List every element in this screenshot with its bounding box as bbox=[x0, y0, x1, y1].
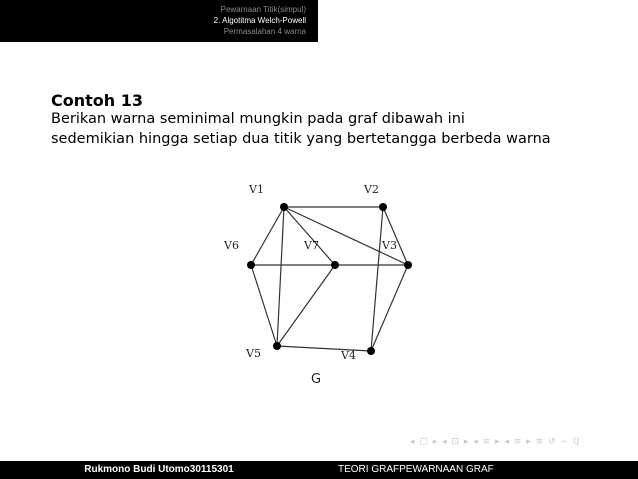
footer-title: TEORI GRAFPEWARNAAN GRAF bbox=[338, 464, 494, 475]
slide-text-line-2: sedemikian hingga setiap dua titik yang bertetangga berbeda warna bbox=[51, 131, 551, 147]
nav-section-pewarnaan-titik[interactable]: Pewarnaan Titik(simpul) bbox=[220, 5, 306, 14]
vertex-label-v4: V4 bbox=[341, 349, 356, 362]
edge-v5-v7 bbox=[277, 265, 335, 346]
vertex-v6 bbox=[247, 261, 255, 269]
vertex-label-v3: V3 bbox=[382, 239, 397, 252]
edge-v4-v5 bbox=[277, 346, 371, 351]
edge-v2-v3 bbox=[383, 207, 408, 265]
nav-section-permasalahan-4-warna[interactable]: Permasalahan 4 warna bbox=[223, 27, 306, 36]
slide-title: Contoh 13 bbox=[51, 91, 143, 110]
slide-text-line-1: Berikan warna seminimal mungkin pada graf dibawah ini bbox=[51, 111, 465, 127]
edge-v1-v6 bbox=[251, 207, 284, 265]
edge-v1-v7 bbox=[284, 207, 335, 265]
vertex-v4 bbox=[367, 347, 375, 355]
edge-v1-v3 bbox=[284, 207, 408, 265]
edge-v1-v5 bbox=[277, 207, 284, 346]
vertex-label-v6: V6 bbox=[224, 239, 239, 252]
vertex-label-v1: V1 bbox=[249, 183, 264, 196]
vertex-v1 bbox=[280, 203, 288, 211]
graph-vertices bbox=[247, 203, 412, 355]
graph-edges bbox=[251, 207, 408, 351]
nav-section-welch-powell[interactable]: 2. Algotitma Welch-Powell bbox=[213, 16, 306, 25]
vertex-v2 bbox=[379, 203, 387, 211]
vertex-label-v2: V2 bbox=[364, 183, 379, 196]
beamer-navigation-symbols[interactable]: ◂ ▢ ▸ ◂ ⊡ ▸ ◂ ≡ ▸ ◂ ≡ ▸ ≡ ↺ ∽ ℚ bbox=[410, 437, 581, 447]
footer-author: Rukmono Budi Utomo30115301 bbox=[84, 464, 234, 475]
vertex-v7 bbox=[331, 261, 339, 269]
graph-name-label: G bbox=[311, 372, 322, 387]
vertex-v5 bbox=[273, 342, 281, 350]
footer-bar bbox=[0, 461, 638, 479]
vertex-label-v5: V5 bbox=[246, 347, 261, 360]
edge-v5-v6 bbox=[251, 265, 277, 346]
vertex-label-v7: V7 bbox=[304, 239, 319, 252]
graph-vertex-labels bbox=[223, 183, 397, 362]
edge-v2-v4 bbox=[371, 207, 383, 351]
vertex-v3 bbox=[404, 261, 412, 269]
